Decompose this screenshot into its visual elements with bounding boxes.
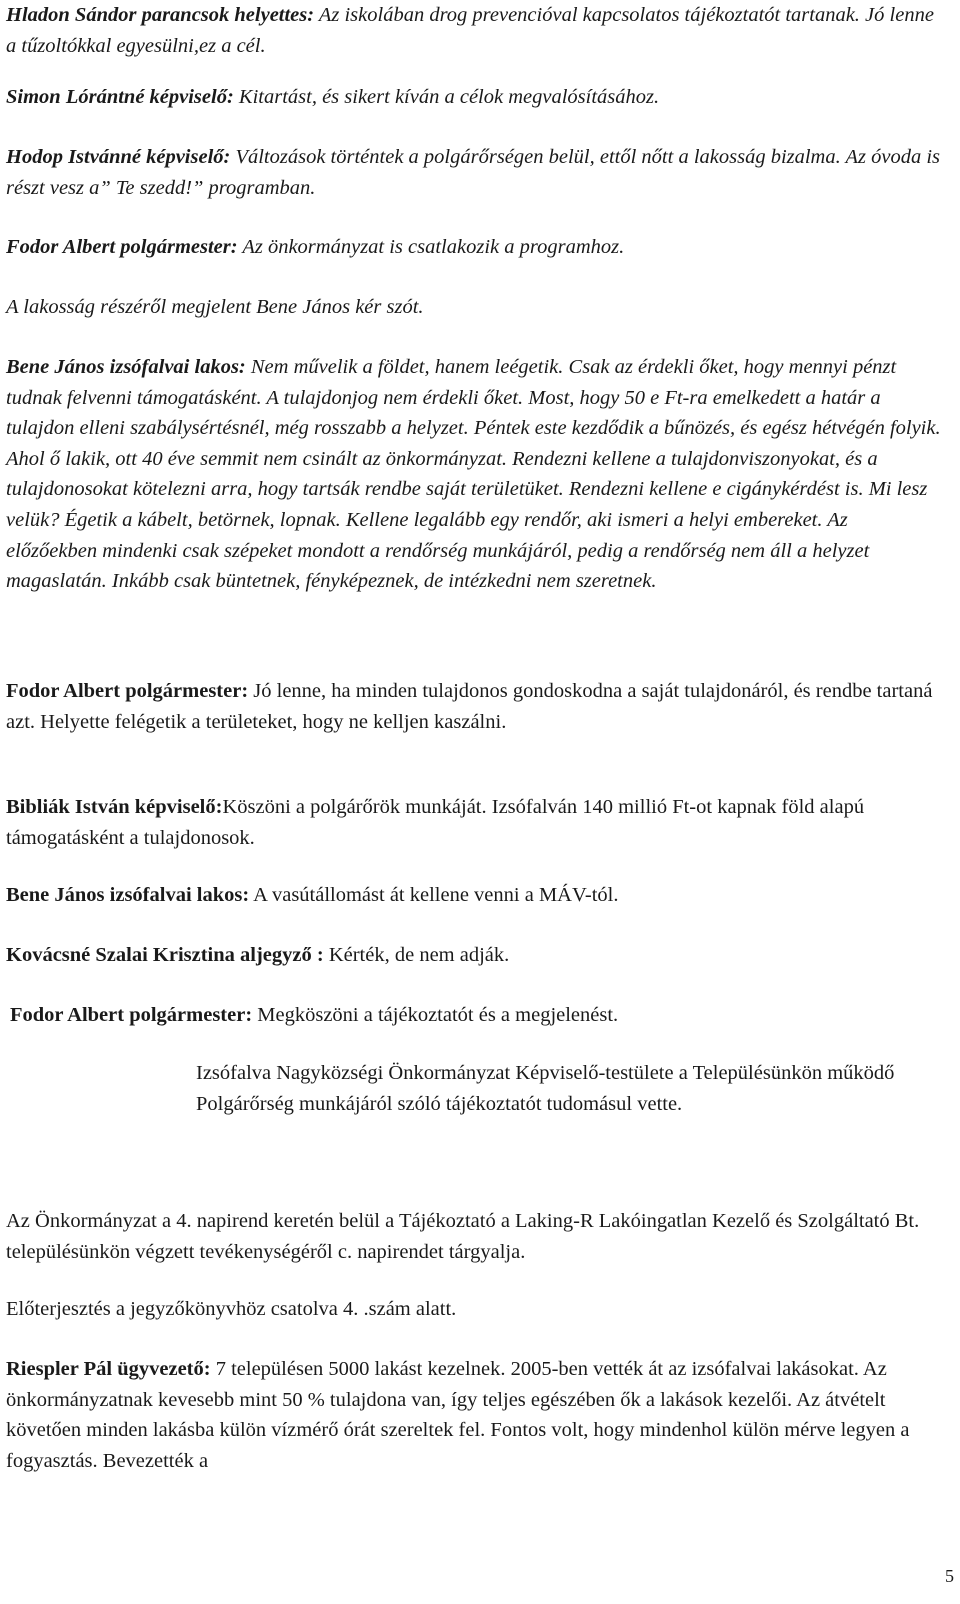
resolution-text <box>196 1058 936 1119</box>
paragraph-text: Az Önkormányzat a 4. napirend keretén belül a Tájékoztató a Laking-R Lakóingatlan Kezelő és Szolgáltató Bt. településünkön végzett tevékenységéről c. napirendet tárgyalja. <box>6 1210 920 1263</box>
speaker-name: Bene János izsófalvai lakos: <box>6 356 246 378</box>
paragraph-bibliak <box>6 792 942 853</box>
paragraph-text: Megköszöni a tájékoztatót és a megjelenést. <box>252 1004 619 1026</box>
paragraph-text: Jó lenne, ha minden tulajdonos gondoskodna a saját tulajdonáról, és rendbe tartaná azt. Helyette felégetik a területeket, hogy ne kelljen kaszálni. <box>6 680 933 733</box>
speaker-name: Fodor Albert polgármester: <box>6 680 249 702</box>
paragraph-text: 7 településen 5000 lakást kezelnek. 2005-ben vették át az izsófalvai lakásokat. Az önkormányzatnak kevesebb mint 50 % tulajdona van, így teljes egészében ők a lakások kezelői. Az átvételt követően minden lakásba külön vízmérő órát szereltek fel. Fontos volt, hogy mindenhol külön mérve legyen a fogyasztás. Bevezették a <box>6 1358 910 1472</box>
speaker-name: Hladon Sándor parancsok helyettes: <box>6 4 315 26</box>
page-number: 5 <box>945 1566 954 1586</box>
paragraph-agenda-4 <box>6 1206 942 1267</box>
paragraph-bene-1 <box>6 352 942 597</box>
paragraph-kovacsne <box>6 940 942 971</box>
paragraph-text: Változások történtek a polgárőrségen belül, ettől nőtt a lakosság bizalma. Az óvoda is részt vesz a” Te szedd!” programban. <box>6 146 941 199</box>
paragraph-text: A lakosság részéről megjelent Bene János kér szót. <box>6 296 424 318</box>
speaker-name: Hodop Istvánné képviselő: <box>6 146 231 168</box>
paragraph-hodop <box>6 142 942 203</box>
paragraph-text: Köszöni a polgárőrök munkáját. Izsófalván 140 millió Ft-ot kapnak föld alapú támogatásként a tulajdonosok. <box>6 796 865 849</box>
paragraph-text: A vasútállomást át kellene venni a MÁV-tól. <box>249 884 619 906</box>
paragraph-eloterjesztes <box>6 1294 942 1325</box>
paragraph-bene-2 <box>6 880 942 911</box>
paragraph-fodor-2 <box>6 676 942 737</box>
speaker-name: Fodor Albert polgármester: <box>10 1004 253 1026</box>
paragraph-text: Az önkormányzat is csatlakozik a programhoz. <box>237 236 625 258</box>
paragraph-text: Kérték, de nem adják. <box>323 944 510 966</box>
paragraph-riespler <box>6 1354 942 1476</box>
paragraph-text: Izsófalva Nagyközségi Önkormányzat Képviselő-testülete a Településünkön működő Polgárőrség munkájáról szóló tájékoztatót tudomásul vette. <box>196 1062 895 1115</box>
paragraph-text: Az iskolában drog prevencióval kapcsolatos tájékoztatót tartanak. Jó lenne a tűzoltókkal egyesülni,ez a cél. <box>6 4 934 57</box>
paragraph-fodor-1 <box>6 232 942 263</box>
speaker-name: Bene János izsófalvai lakos: <box>6 884 250 906</box>
paragraph-lakossag <box>6 292 942 323</box>
speaker-name: Kovácsné Szalai Krisztina aljegyző : <box>6 944 324 966</box>
paragraph-fodor-3 <box>10 1000 946 1031</box>
speaker-name: Bibliák István képviselő: <box>6 796 223 818</box>
speaker-name: Riespler Pál ügyvezető: <box>6 1358 211 1380</box>
paragraph-text: Kitartást, és sikert kíván a célok megvalósításához. <box>233 86 660 108</box>
paragraph-text: Előterjesztés a jegyzőkönyvhöz csatolva 4. .szám alatt. <box>6 1298 457 1320</box>
speaker-name: Fodor Albert polgármester: <box>6 236 238 258</box>
paragraph-simon <box>6 82 942 113</box>
paragraph-text: Nem művelik a földet, hanem leégetik. Csak az érdekli őket, hogy mennyi pénzt tudnak felvenni támogatásként. A tulajdonjog nem érdekli őket. Most, hogy 50 e Ft-ra emelkedett a határ a tulajdon elleni szabálysértésnél, még rosszabb a helyzet. Péntek este kezdődik a bűnözés, és egész hétvégén folyik. Ahol ő lakik, ott 40 éve semmit nem csinált az önkormányzat. Rendezni kellene a tulajdonviszonyokat, és a tulajdonosokat kötelezni arra, hogy tartsák rendbe saját területüket. Rendezni kellene e cigánykérdést is. Mi lesz velük? Égetik a kábelt, betörnek, lopnak. Kellene legalább egy rendőr, aki ismeri a helyi embereket. Az előzőekben mindenki csak szépeket mondott a rendőrség munkájáról, pedig a rendőrség nem áll a helyzet magaslatán. Inkább csak büntetnek, fényképeznek, de intézkedni nem szeretnek. <box>6 356 941 593</box>
speaker-name: Simon Lórántné képviselő: <box>6 86 234 108</box>
paragraph-hladon <box>6 0 942 61</box>
